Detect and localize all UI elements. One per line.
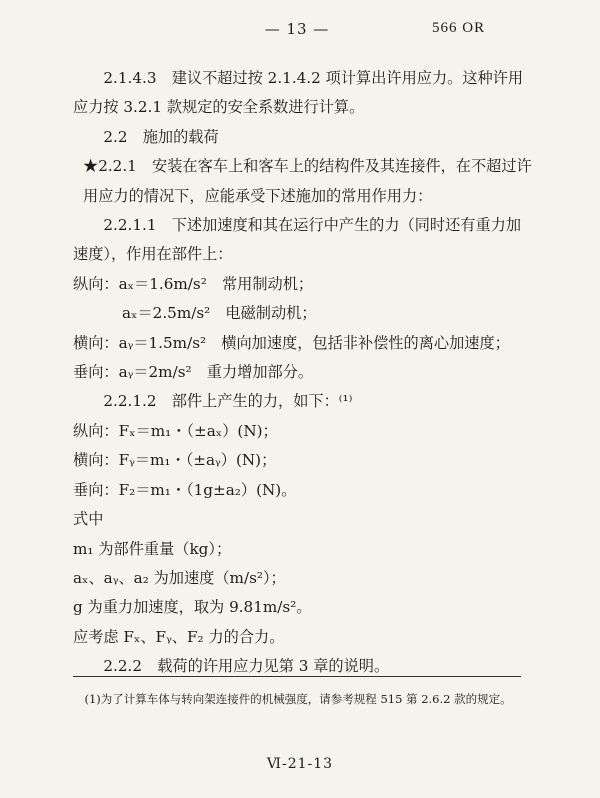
paragraph-2-2-1-1: 2.2.1.1 下述加速度和其在运行中产生的力（同时还有重力加速度），作用在部件上： — [73, 216, 522, 264]
lateral-force: 横向：Fᵧ＝m₁・（±aᵧ）(N)； — [73, 451, 277, 470]
definition-g: g 为重力加速度，取为 9.81m/s²。 — [73, 598, 312, 617]
longitudinal-acceleration-2: aₓ＝2.5m/s² 电磁制动机； — [122, 304, 317, 323]
page-code-footer: Ⅵ-21-13 — [266, 756, 334, 772]
longitudinal-acceleration-1: 纵向：aₓ＝1.6m/s² 常用制动机； — [73, 274, 314, 293]
footnote — [73, 688, 521, 710]
footnote-divider — [73, 676, 521, 677]
paragraph-2-2-2: 2.2.2 载荷的许用应力见第 3 章的说明。 — [103, 657, 390, 676]
where-label: 式中 — [73, 510, 104, 529]
vertical-acceleration: 垂向：aᵧ＝2m/s² 重力增加部分。 — [73, 363, 314, 382]
paragraph-2-2-1-2: 2.2.1.2 部件上产生的力，如下：⁽¹⁾ — [103, 392, 353, 411]
resultant-force-note: 应考虑 Fₓ、Fᵧ、F₂ 力的合力。 — [73, 627, 285, 646]
longitudinal-force: 纵向：Fₓ＝m₁・（±aₓ）(N)； — [73, 421, 278, 440]
lateral-acceleration: 横向：aᵧ＝1.5m/s² 横向加速度，包括非补偿性的离心加速度； — [73, 333, 510, 352]
section-heading-2-2: 2.2 施加的载荷 — [103, 127, 219, 146]
footnote-text: (1)为了计算车体与转向架连接件的机械强度，请参考规程 515 第 2.6.2 款的规定。 — [84, 692, 512, 706]
paragraph-2-2-1: ★2.2.1 安装在客车上和客车上的结构件及其连接件，在不超过许用应力的情况下，应能承受下述施加的常用作用力： — [83, 157, 532, 205]
definition-m1: m₁ 为部件重量（kg）； — [73, 539, 232, 558]
body-text — [73, 64, 535, 682]
vertical-force: 垂向：F₂＝m₁・（1g±a₂）(N)。 — [73, 480, 297, 499]
page-number-header: — 13 — — [264, 20, 330, 38]
definition-a: aₓ、aᵧ、a₂ 为加速度（m/s²）； — [73, 568, 286, 587]
document-reference: 566 OR — [432, 20, 486, 36]
paragraph-2-1-4-3: 2.1.4.3 建议不超过按 2.1.4.2 项计算出许用应力。这种许用应力按 3.2.1 款规定的安全系数进行计算。 — [73, 69, 524, 117]
